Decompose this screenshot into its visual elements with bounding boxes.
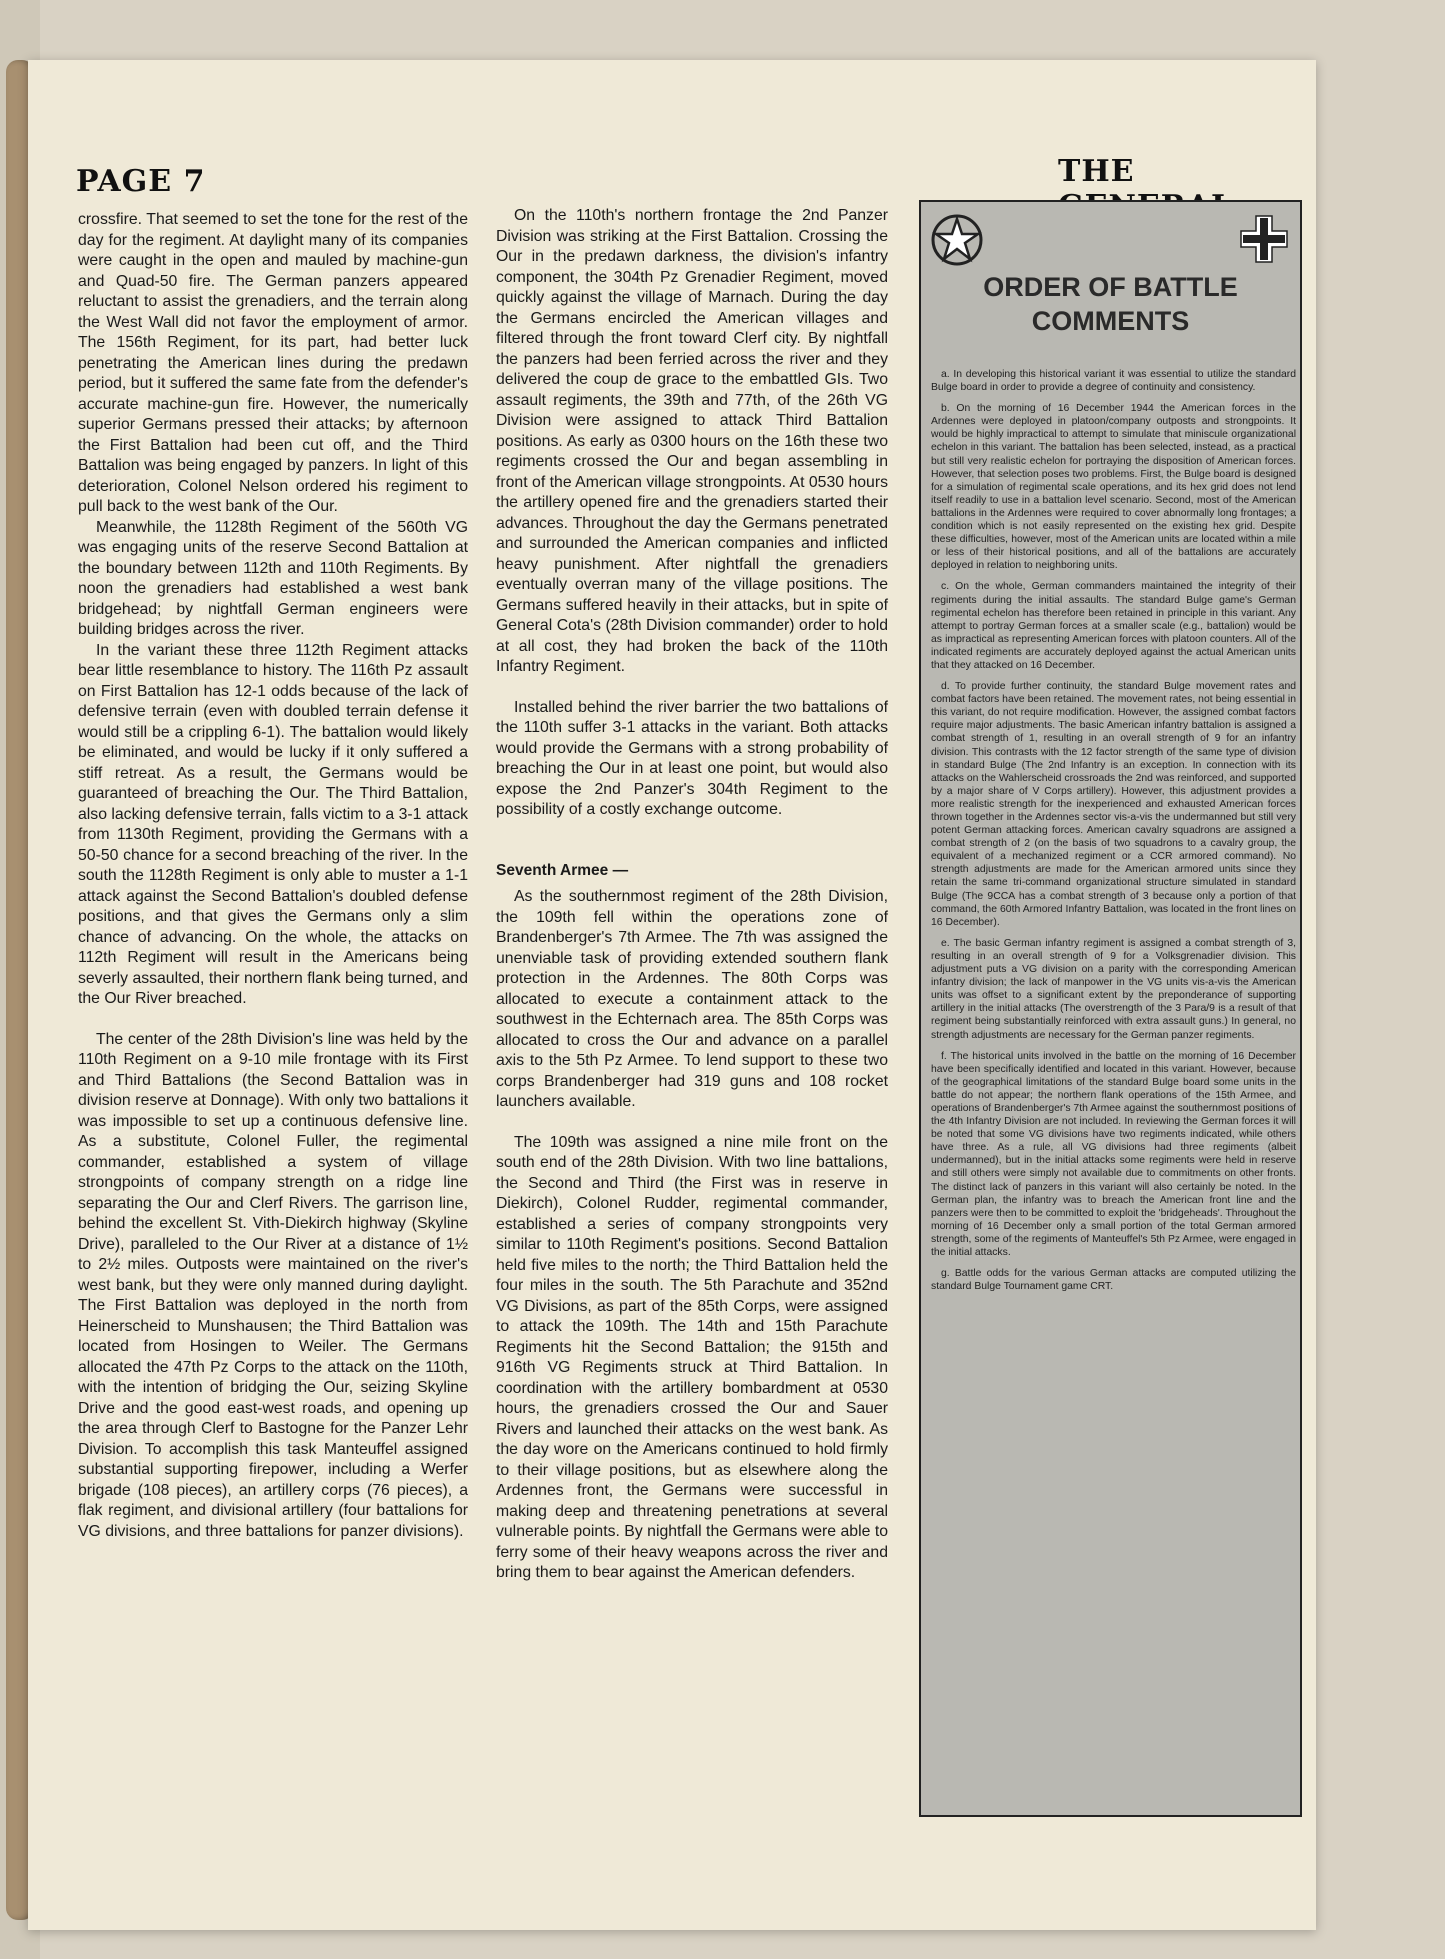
column-1	[78, 210, 468, 1542]
sidebar-paragraph: d. To provide further continuity, the standard Bulge movement rates and combat factors have been retained. The movement rates, not being essential in this variant, do not require modification. However, the assigned combat factors require major adjustments. The basic American infantry battalion is assigned a combat strength of 1, resulting in an overall strength of 9 for an infantry division. This contrasts with the 12 factor strength of the same type of division in standard Bulge (The 2nd Infantry is an exception. In connection with its attacks on the Wahlerscheid crossroads the 2nd was reinforced, and supported by a major share of V Corps artillery). However, this adjustment provides a more realistic strength for the inexperienced and exhausted American forces thrown together in the Ardennes sector vis-a-vis the undermanned but still very potent German attacking forces. American cavalry squadrons are assigned a combat strength of 2 (on the basis of two squadrons to a cavalry group, the equivalent of a mechanized regiment or a CCR armored command). No strength adjustments are made for the American armored units since they retain the same tri-command organizational structure simulated in standard Bulge (The 9CCA has a combat strength of 3 because only a portion of that command, the 60th Armored Infantry Battalion, was located in the front lines on 16 December).	[931, 681, 1296, 928]
order-of-battle-sidebar	[919, 200, 1302, 1817]
paragraph: crossfire. That seemed to set the tone for the rest of the day for the regiment. At daylight many of its companies were caught in the open and mauled by machine-gun and Quad-50 fire. The German panzers appeared reluctant to assist the grenadiers, and the terrain along the West Wall did not favor the employment of armor. The 156th Regiment, for its part, had better luck penetrating the American lines during the predawn period, but it suffered the same fate from the defender's accurate machine-gun fire. However, the numerically superior Germans pressed their attacks; by afternoon the First Battalion had been cut off, and the Third Battalion was being engaged by panzers. In light of this deterioration, Colonel Nelson ordered his regiment to pull back to the west bank of the Our.	[78, 211, 468, 515]
sidebar-paragraph: c. On the whole, German commanders maintained the integrity of their regiments during the initial assaults. The standard Bulge game's German regimental echelon has therefore been retained in principle in this variant. Any attempt to portray German forces at a smaller scale (e.g., battalion) would be as impractical as representing American forces with platoon counters. All of the indicated regiments are accurately deployed against the actual American units that they attacked on 16 December.	[931, 581, 1296, 671]
paragraph: Meanwhile, the 1128th Regiment of the 560th VG was engaging units of the reserve Second Battalion at the boundary between 112th and 110th Regiments. By noon the grenadiers had established a west bank bridgehead; by nightfall German engineers were building bridges across the river.	[78, 518, 468, 638]
sidebar-paragraph: g. Battle odds for the various German attacks are computed utilizing the standard Bulge Tournament game CRT.	[931, 1268, 1296, 1293]
sidebar-paragraph: a. In developing this historical variant it was essential to utilize the standard Bulge board in order to provide a degree of continuity and consistency.	[931, 369, 1296, 394]
page-number: PAGE 7	[76, 164, 206, 199]
paragraph: Installed behind the river barrier the two battalions of the 110th suffer 3-1 attacks in the variant. Both attacks would provide the Germans with a strong probability of breaching the Our in at least one point, but would also expose the 2nd Panzer's 304th Regiment to the possibility of a costly exchange outcome.	[496, 698, 888, 818]
sidebar-paragraph: e. The basic German infantry regiment is assigned a combat strength of 3, resulting in an overall strength of 9 for a Volksgrenadier division. This adjustment puts a VG division on a parity with the corresponding American infantry division; the lack of manpower in the VG units vis-a-vis the American units was offset to a significant extent by the preponderance of supporting artillery in the initial attacks (The overstrength of the 3 Para/9 is a result of that regiment being substantially reinforced with extra assault guns.) In general, no strength adjustments are necessary for the German panzer regiments.	[931, 937, 1296, 1041]
column-2	[496, 206, 888, 1584]
sidebar-paragraph: b. On the morning of 16 December 1944 the American forces in the Ardennes were deployed in platoon/company outposts and strongpoints. It would be highly impractical to attempt to simulate that miniscule organizational echelon in this variant. The battalion has been selected, instead, as a practical but still very realistic echelon for portraying the disposition of American forces. However, that selection poses two problems. First, the Bulge board is designed for a simulation of regimental scale operations, and its hex grid does not lend itself readily to use in a battalion level scenario. Second, most of the American battalions in the Ardennes were required to cover abnormally long frontages; a condition which is not easily represented on the existing hex grid. Despite these difficulties, however, most of the American units are located within a mile or less of their historical positions, and all of the battalions are accurately deployed in relation to neighboring units.	[931, 403, 1296, 572]
sidebar-body	[931, 368, 1296, 1301]
paragraph: The 109th was assigned a nine mile front on the south end of the 28th Division. With two line battalions, the Second and Third (the First was in reserve in Diekirch), Colonel Rudder, regimental commander, established a series of company strongpoints very similar to 110th Regiment's positions. Second Battalion held five miles to the north; the Third Battalion held the four miles in the south. The 5th Parachute and 352nd VG Divisions, as part of the 85th Corps, were assigned to attack the 109th. The 14th and 15th Parachute Regiments hit the Second Battalion; the 915th and 916th VG Regiments struck at Third Battalion. In coordination with the artillery bombardment at 0530 hours, the grenadiers crossed the Our and Sauer Rivers and launched their attacks on the west bank. As the day wore on the Americans continued to hold firmly to their village positions, but as elsewhere along the Ardennes front, the Germans were successful in making deep and threatening penetrations at several vulnerable points. By nightfall the Germans were able to ferry some of their heavy weapons across the river and bring them to bear against the American defenders.	[496, 1133, 888, 1581]
balkenkreuz-icon	[1239, 214, 1289, 264]
magazine-page	[28, 60, 1316, 1930]
paragraph: In the variant these three 112th Regiment attacks bear little resemblance to history. The 116th Pz assault on First Battalion has 12-1 odds because of the lack of defensive terrain (even with doubled terrain defense it would still be a crippling 6-1). The battalion would likely be eliminated, and would be lucky if it only suffered a stiff retreat. As a result, the Germans would be guaranteed of breaching the Our. The Third Battalion, also lacking defensive terrain, falls victim to a 3-1 attack from 1130th Regiment, providing the Germans with a 50-50 chance for a second breaching of the river. In the south the 1128th Regiment is only able to muster a 1-1 attack against the Second Battalion's doubled defense positions, and that gives the Germans only a slim chance of advancing. On the whole, the attacks on 112th Regiment will result in the Americans being severly assaulted, their northern flank being turned, and the Our River breached.	[78, 641, 468, 1007]
section-heading: Seventh Armee —	[496, 861, 629, 879]
sidebar-title	[921, 270, 1300, 338]
sidebar-paragraph: f. The historical units involved in the battle on the morning of 16 December have been specifically identified and located in this variant. However, because of the geographical limitations of the standard Bulge board some units in the battle do not appear; the northern flank operations of the 15th Armee, and operations of Brandenberger's 7th Armee against the southernmost positions of the 4th Infantry Division are not included. In reviewing the German forces it will be noted that some VG divisions have two regiments indicated, while others have three. As a rule, all VG divisions had three regiments (albeit undermanned), but in the initial attacks some regiments were held in reserve and still others were simply not available due to commitments on other fronts. The distinct lack of panzers in this variant will also certainly be noted. In the German plan, the infantry was to breach the American front line and the panzers were then to be committed to exploit the 'bridgeheads'. Throughout the morning of 16 December only a small portion of the total German armored strength, some of the regiments of Manteuffel's 5th Pz Armee, were engaged in the initial attacks.	[931, 1050, 1296, 1258]
paragraph: The center of the 28th Division's line was held by the 110th Regiment on a 9-10 mile frontage with its First and Third Battalions (the Second Battalion was in division reserve at Donnage). With only two battalions it was impossible to set up a continuous defensive line. As a substitute, Colonel Fuller, the regimental commander, established a system of village strongpoints of company strength on a ridge line separating the Our and Clerf Rivers. The garrison line, behind the excellent St. Vith-Diekirch highway (Skyline Drive), paralleled to the Our River at a distance of 1½ to 2½ miles. Outposts were maintained on the river's west bank, but they were only manned during daylight. The First Battalion was deployed in the north from Heinerscheid to Munshausen; the Third Battalion was located from Hosingen to Weiler. The Germans allocated the 47th Pz Corps to the attack on the 110th, with the intention of bridging the Our, seizing Skyline Drive and the good east-west roads, and opening up the area through Clerf to Bastogne for the Panzer Lehr Division. To accomplish this task Manteuffel assigned substantial supporting firepower, including a Werfer brigade (108 pieces), an artillery corps (76 pieces), a flak regiment, and divisional artillery (four battalions for VG divisions, and three battalions for panzer divisions).	[78, 1030, 468, 1540]
magazine-title: THE	[1058, 154, 1135, 189]
paragraph: As the southernmost regiment of the 28th Division, the 109th fell within the operations zone of Brandenberger's 7th Armee. The 7th was assigned the unenviable task of providing extended southern flank protection in the Ardennes. The 80th Corps was allocated to execute a containment attack to the southwest in the Echternach area. The 85th Corps was allocated to cross the Our and advance on a parallel axis to the 5th Pz Armee. To lend support to these two corps Brandenberger had 319 guns and 108 rocket launchers available.	[496, 888, 888, 1110]
paragraph: On the 110th's northern frontage the 2nd Panzer Division was striking at the First Battalion. Crossing the Our in the predawn darkness, the division's infantry component, the 304th Pz Grenadier Regiment, moved quickly against the village of Marnach. During the day the Germans encircled the American villages and filtered through the front toward Clerf city. By nightfall the panzers had been ferried across the river and they delivered the coup de grace to the embattled GIs. Two assault regiments, the 39th and 77th, of the 26th VG Division were assigned to attack Third Battalion positions. As early as 0300 hours on the 16th these two regiments crossed the Our and began assembling in front of the American village strongpoints. At 0530 hours the artillery opened fire and the grenadiers started their advances. Throughout the day the Germans penetrated and surrounded the American companies and inflicted heavy punishment. After nightfall the grenadiers eventually overran many of the village positions. The Germans suffered heavily in their attacks, but in spite of General Cota's (28th Division commander) order to hold at all cost, they had broken the back of the 110th Infantry Regiment.	[496, 207, 888, 675]
sidebar-title-line-2: COMMENTS	[1031, 306, 1190, 336]
star-icon	[931, 214, 983, 266]
sidebar-title-line-1: ORDER OF BATTLE	[983, 272, 1238, 302]
